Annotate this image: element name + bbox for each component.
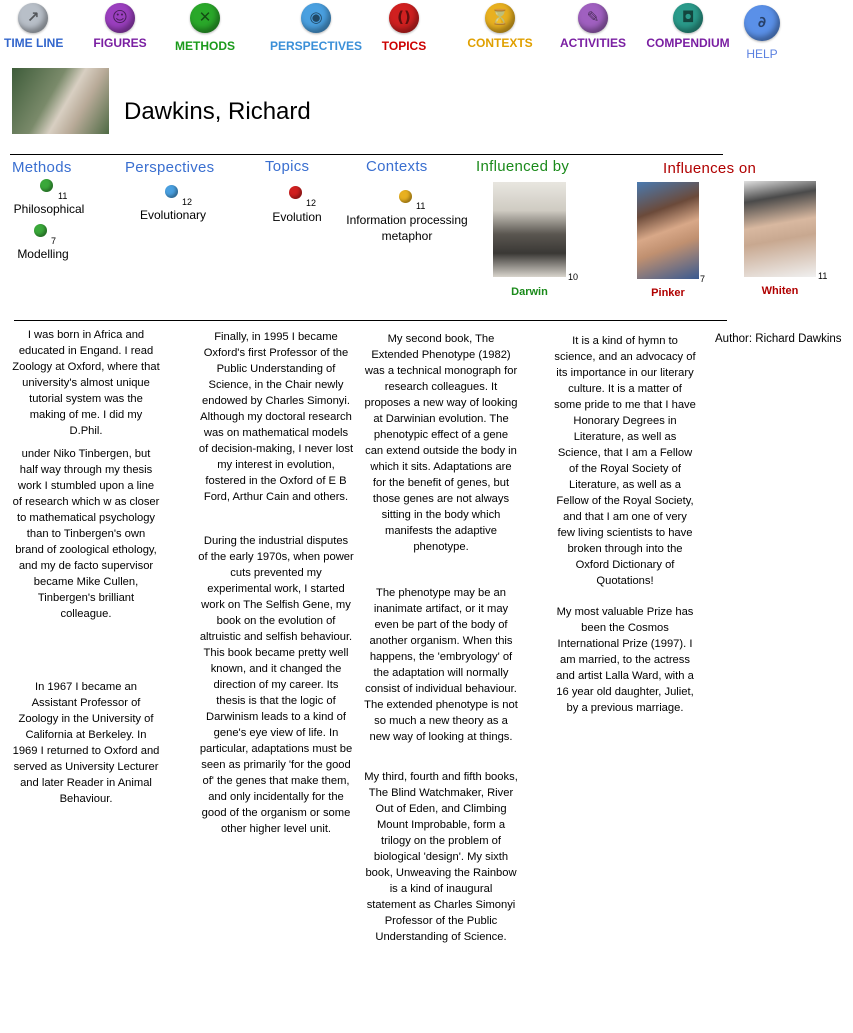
- bio-paragraph: It is a kind of hymn to science, and an advocacy of its importance in our literary culture. It is a matter of some pride to me that I have Honorary Degrees in Literature, as well as Science, that I am a Fellow of the Royal Society of Literature, as well as a Fellow of the Royal Society, and that I am one of very few living scientists to have broken through into the Oxford Dictionary of Quotations!: [554, 335, 696, 587]
- method-count: 7: [51, 236, 57, 246]
- influences-on-whiten[interactable]: Whiten: [761, 285, 799, 297]
- contexts-heading: Contexts: [366, 158, 428, 175]
- divider: [10, 154, 723, 155]
- contexts-icon: ⌛: [485, 3, 515, 33]
- whiten-count: 11: [818, 271, 828, 281]
- perspectives-heading: Perspectives: [125, 159, 215, 176]
- author-credit: Author: Richard Dawkins: [715, 333, 842, 345]
- influenced-by-heading: Influenced by: [476, 158, 570, 175]
- nav-contexts[interactable]: [466, 3, 534, 50]
- nav-label: TIME LINE: [4, 36, 64, 50]
- help-icon: ∂: [744, 5, 780, 41]
- bio-paragraph: I was born in Africa and educated in Engand. I read Zoology at Oxford, where that university's almost unique tutorial system was the making of me. I did my D.Phil.: [12, 329, 160, 437]
- methods-icon[interactable]: [34, 224, 47, 237]
- method-philosophical[interactable]: Philosophical: [13, 202, 85, 216]
- bio-column-1: [12, 327, 160, 807]
- nav-label: COMPENDIUM: [646, 36, 730, 50]
- nav-label: PERSPECTIVES: [270, 39, 363, 53]
- nav-perspectives[interactable]: [270, 3, 362, 53]
- portrait-photo: [12, 68, 109, 134]
- nav-label: CONTEXTS: [467, 36, 533, 50]
- methods-icon: ✕: [190, 3, 220, 33]
- bio-paragraph: My third, fourth and fifth books, The Blind Watchmaker, River Out of Eden, and Climbing Mount Improbable, form a trilogy on the problem of biological 'design'. My sixth book, Unweaving the Rainbow is a kind of inaugural statement as Charles Simonyi Professor of the Public Understanding of Science.: [364, 771, 518, 943]
- topics-heading: Topics: [265, 158, 310, 175]
- nav-timeline[interactable]: [4, 3, 62, 50]
- divider: [14, 320, 727, 321]
- nav-help[interactable]: [740, 5, 784, 61]
- bio-column-2: [198, 329, 354, 837]
- topics-icon[interactable]: [289, 186, 302, 199]
- bio-paragraph: During the industrial disputes of the early 1970s, when power cuts prevented my experimental work, I started work on The Selfish Gene, my book on the evolution of altruistic and selfish behaviour. This book became pretty well known, and it changed the direction of my career. Its thesis is that the logic of Darwinism leads to a kind of gene's eye view of life. In particular, adaptations must be seen as primarily 'for the good of' the genes that make them, and only incidentally for the good of the organism or some other higher level unit.: [198, 535, 354, 835]
- nav-label: TOPICS: [381, 39, 427, 53]
- figures-icon: ☺: [105, 3, 135, 33]
- nav-label: HELP: [746, 47, 778, 61]
- timeline-icon: ↗: [18, 3, 48, 33]
- perspective-evolutionary[interactable]: Evolutionary: [139, 208, 207, 222]
- topic-evolution[interactable]: Evolution: [272, 210, 322, 224]
- bio-paragraph: under Niko Tinbergen, but half way through my thesis work I stumbled upon a line of research which w as closer to mathematical psychology than to Tinbergen's own brand of zoological ethology, and my de facto supervisor became Mike Cullen, Tinbergen's brilliant colleague.: [12, 448, 160, 620]
- topic-count: 12: [306, 198, 317, 208]
- methods-icon[interactable]: [40, 179, 53, 192]
- nav-activities[interactable]: [560, 3, 626, 50]
- pinker-portrait[interactable]: [637, 182, 699, 279]
- whiten-portrait[interactable]: [744, 181, 816, 277]
- influenced-by-darwin[interactable]: Darwin: [511, 286, 548, 298]
- activities-icon: ✎: [578, 3, 608, 33]
- pinker-count: 7: [700, 274, 706, 284]
- nav-topics[interactable]: [378, 3, 430, 53]
- perspectives-icon: ◉: [301, 3, 331, 33]
- bio-paragraph: Finally, in 1995 I became Oxford's first Professor of the Public Understanding of Science, in the Chair newly endowed by Charles Simonyi. Although my doctoral research was on mathematical models of decision-making, I never lost my interest in evolution, fostered in the Oxford of E B Ford, Arthur Cain and others.: [198, 331, 354, 503]
- context-count: 11: [416, 201, 426, 211]
- context-information-processing[interactable]: Information processing metaphor: [346, 213, 468, 243]
- topics-icon: (): [389, 3, 419, 33]
- bio-column-3: [364, 331, 518, 945]
- darwin-portrait[interactable]: [493, 182, 566, 277]
- bio-paragraph: In 1967 I became an Assistant Professor of Zoology in the University of California at Berkeley. In 1969 I returned to Oxford and served as University Lecturer and later Reader in Animal Behaviour.: [12, 681, 160, 805]
- bio-paragraph: My most valuable Prize has been the Cosmos International Prize (1997). I am married, to the actress and artist Lalla Ward, with a 16 year old daughter, Juliet, by a previous marriage.: [556, 606, 694, 714]
- method-count: 11: [58, 191, 68, 201]
- compendium-icon: ◘: [673, 3, 703, 33]
- page-title: Dawkins, Richard: [124, 98, 311, 125]
- contexts-icon[interactable]: [399, 190, 412, 203]
- bio-column-4: [554, 333, 696, 716]
- nav-figures[interactable]: [92, 3, 148, 50]
- nav-compendium[interactable]: [646, 3, 730, 50]
- influences-on-pinker[interactable]: Pinker: [651, 287, 685, 299]
- nav-label: ACTIVITIES: [560, 36, 627, 50]
- darwin-count: 10: [568, 272, 579, 282]
- influences-on-heading: Influences on: [663, 160, 757, 177]
- methods-heading: Methods: [12, 159, 72, 176]
- bio-paragraph: The phenotype may be an inanimate artifact, or it may even be part of the body of another organism. When this happens, the 'embryology' of the adaptation will normally consist of individual behaviour. The extended phenotype is not so much a new theory as a new way of looking at things.: [364, 587, 518, 743]
- nav-label: FIGURES: [93, 36, 147, 50]
- bio-paragraph: My second book, The Extended Phenotype (1982) was a technical monograph for research colleagues. It proposes a new way of looking at Darwinian evolution. The phenotypic effect of a gene can extend outside the body in which it sits. Adaptations are for the benefit of genes, but those genes are not always sitting in the body which manifests the adaptive phenotype.: [364, 333, 518, 553]
- nav-methods[interactable]: [174, 3, 236, 53]
- perspectives-icon[interactable]: [165, 185, 178, 198]
- perspective-count: 12: [182, 197, 193, 207]
- nav-label: METHODS: [175, 39, 235, 53]
- method-modelling[interactable]: Modelling: [17, 247, 69, 261]
